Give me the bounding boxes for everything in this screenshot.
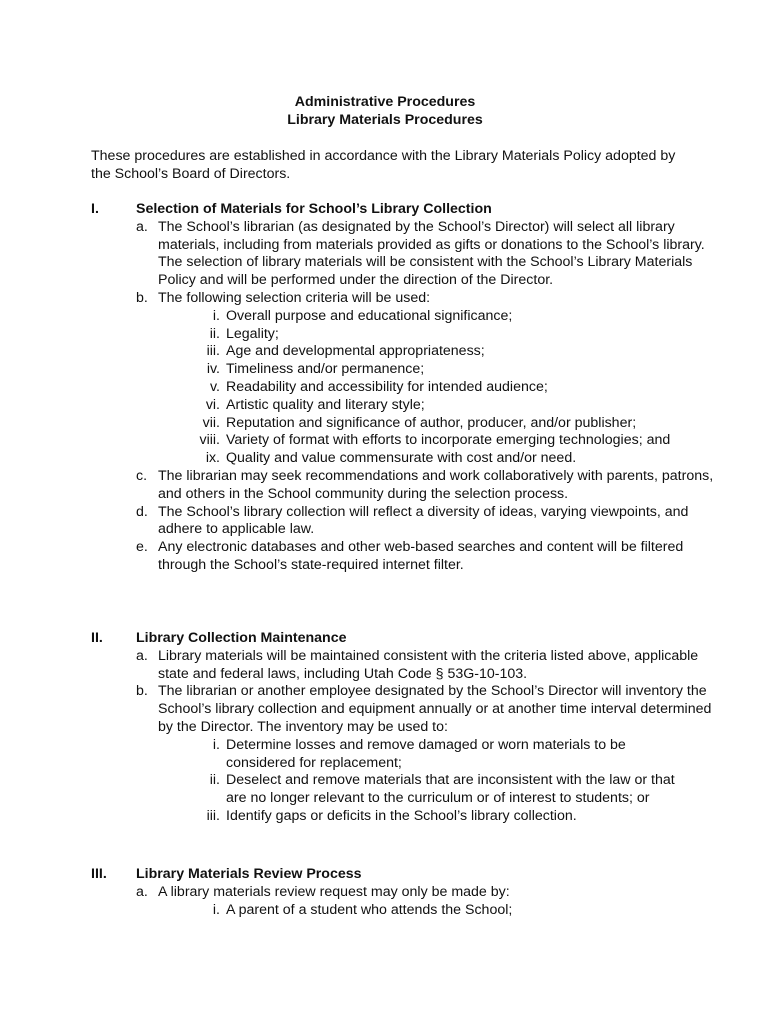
list-item: iii. Age and developmental appropriateness; [206, 343, 485, 360]
inventory-use-list [180, 737, 718, 826]
subitem-b [136, 290, 718, 468]
list-item: vi. Artistic quality and literary style; [205, 396, 425, 413]
subitem-text: A library materials review request may only be made by: [158, 883, 510, 900]
subitem-label: b. [136, 289, 148, 306]
intro-paragraph: These procedures are established in accordance with the Library Materials Policy adopted by the School’s Board of Directors. [91, 148, 676, 182]
section-number: I. [91, 201, 99, 217]
list-item: vii. Reputation and significance of author, producer, and/or publisher; [202, 414, 637, 431]
subitem-c [136, 468, 718, 504]
list-item: i. Determine losses and remove damaged or worn materials to be considered for replacement; [212, 736, 626, 771]
list-item: ix. Quality and value commensurate with cost and/or need. [205, 450, 577, 467]
title-line-1: Administrative Procedures [294, 94, 476, 110]
subitem-text: The librarian or another employee designated by the School’s Director will inventory the School’s library collection and equipment annually or at another time interval determined by the Director. The inventory may be used to: [158, 683, 712, 735]
list-item: ii. Deselect and remove materials that are inconsistent with the law or that are no longer relevant to the curriculum or of interest to students; or [209, 772, 675, 807]
list-item: viii. Variety of format with efforts to incorporate emerging technologies; and [199, 432, 671, 449]
subitem-d [136, 504, 718, 540]
list-item: i. Overall purpose and educational significance; [212, 307, 513, 324]
subitem-label: c. [136, 467, 148, 484]
subitem-text: Library materials will be maintained consistent with the criteria listed above, applicable state and federal laws, including Utah Code § 53G-10-103. [158, 647, 699, 682]
subitem-label: a. [136, 883, 148, 900]
list-item: iii. Identify gaps or deficits in the School’s library collection. [206, 807, 577, 824]
list-item: i. A parent of a student who attends the School; [212, 901, 513, 918]
section-2 [0, 630, 770, 826]
subitem-text: Any electronic databases and other web-based searches and content will be filtered through the School’s state-required internet filter. [158, 539, 684, 573]
subitem-a [136, 219, 718, 290]
document-header [0, 94, 770, 130]
requester-list [180, 902, 718, 920]
section-title: Library Materials Review Process [136, 866, 362, 882]
subitem-text: The School’s library collection will reflect a diversity of ideas, varying viewpoints, and adhere to applicable law. [158, 503, 689, 538]
section-number: II. [91, 630, 103, 646]
criteria-list [180, 308, 718, 468]
section-3 [0, 866, 770, 919]
subitem-label: a. [136, 218, 148, 235]
list-item: iv. Timeliness and/or permanence; [206, 361, 425, 378]
subitem-a [136, 884, 718, 920]
section-title: Library Collection Maintenance [136, 630, 347, 646]
title-line-2: Library Materials Procedures [287, 111, 483, 128]
section-1 [0, 201, 770, 575]
subitem-text: The following selection criteria will be used: [158, 289, 431, 306]
list-item: ii. Legality; [209, 325, 279, 342]
subitem-label: e. [136, 539, 148, 556]
subitem-label: d. [136, 503, 148, 520]
subitem-text: The School’s librarian (as designated by the School’s Director) will select all library materials, including from materials provided as gifts or donations to the School’s library. The selection of library materials will be consistent with the School’s Library Materials Policy and will be performed under the direction of the Director. [158, 218, 705, 289]
subitem-e [136, 539, 718, 575]
section-title: Selection of Materials for School’s Library Collection [136, 201, 492, 217]
subitem-a [136, 648, 718, 684]
subitem-b [136, 683, 718, 825]
section-number: III. [91, 866, 107, 882]
subitem-label: b. [136, 683, 148, 700]
subitem-text: The librarian may seek recommendations and work collaboratively with parents, patrons, and others in the School community during the selection process. [158, 467, 714, 502]
list-item: v. Readability and accessibility for intended audience; [210, 378, 548, 395]
subitem-label: a. [136, 647, 148, 664]
